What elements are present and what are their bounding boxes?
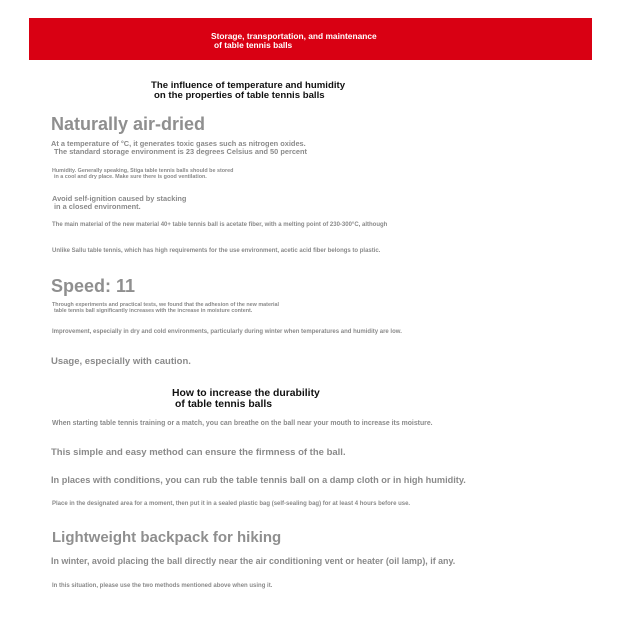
section2-heading: Speed: 11 <box>51 276 136 296</box>
section2-para1 <box>52 302 279 314</box>
banner-title-line2: of table tennis balls <box>214 40 293 50</box>
banner-title-line1: Storage, transportation, and maintenance <box>211 31 377 41</box>
section2-para2: Improvement, especially in dry and cold environments, particularly during winter when temperatures and humidity are low. <box>52 329 402 335</box>
section1-para3-line1: Avoid self-ignition caused by stacking <box>52 194 187 203</box>
section1-subtitle-line1: The influence of temperature and humidity <box>151 80 346 91</box>
section1-para3 <box>52 195 186 211</box>
section1-heading: Naturally air-dried <box>51 114 206 134</box>
section1-para2-line2: in a cool and dry place. Make sure there is good ventilation. <box>54 174 207 180</box>
section2-para1-line1: Through experiments and practical tests, we found that the adhesion of the new material <box>52 302 280 308</box>
section3-subtitle-line2: of table tennis balls <box>175 399 272 410</box>
section3-para4: Place in the designated area for a moment, then put it in a sealed plastic bag (self-sealing bag) for at least 4 hours before use. <box>52 501 411 507</box>
banner-title <box>211 32 451 50</box>
section1-subtitle <box>151 81 345 101</box>
section3-para3: In places with conditions, you can rub the table tennis ball on a damp cloth or in high humidity. <box>51 475 466 485</box>
section1-para5: Unlike Sallu table tennis, which has high requirements for the use environment, acetic acid fiber belongs to plastic. <box>52 248 381 254</box>
section1-para3-line2: in a closed environment. <box>54 202 141 211</box>
section3-subtitle-line1: How to increase the durability <box>172 388 320 399</box>
section4-para1: In winter, avoid placing the ball directly near the air conditioning vent or heater (oil lamp), if any. <box>51 556 456 566</box>
section1-para1-line2: The standard storage environment is 23 degrees Celsius and 50 percent <box>54 147 308 156</box>
section1-para1-line1: At a temperature of °C, it generates toxic gases such as nitrogen oxides. <box>51 139 306 148</box>
section1-para1 <box>51 140 307 156</box>
section3-para1: When starting table tennis training or a match, you can breathe on the ball near your mouth to increase its moisture. <box>52 420 433 427</box>
section4-heading: Lightweight backpack for hiking <box>52 529 282 546</box>
section1-para4: The main material of the new material 40+ table tennis ball is acetate fiber, with a melting point of 230-300°C, although <box>52 222 388 228</box>
section2-para3: Usage, especially with caution. <box>51 356 191 367</box>
section1-subtitle-line2: on the properties of table tennis balls <box>154 90 325 101</box>
section1-para2-line1: Humidity. Generally speaking, Stiga table tennis balls should be stored <box>52 168 234 174</box>
section4-para2: In this situation, please use the two methods mentioned above when using it. <box>52 583 273 589</box>
section3-para2: This simple and easy method can ensure the firmness of the ball. <box>51 447 346 458</box>
section2-para1-line2: table tennis ball significantly increases with the increase in moisture content. <box>54 308 253 314</box>
section1-para2 <box>52 168 233 180</box>
section3-subtitle <box>172 388 320 410</box>
